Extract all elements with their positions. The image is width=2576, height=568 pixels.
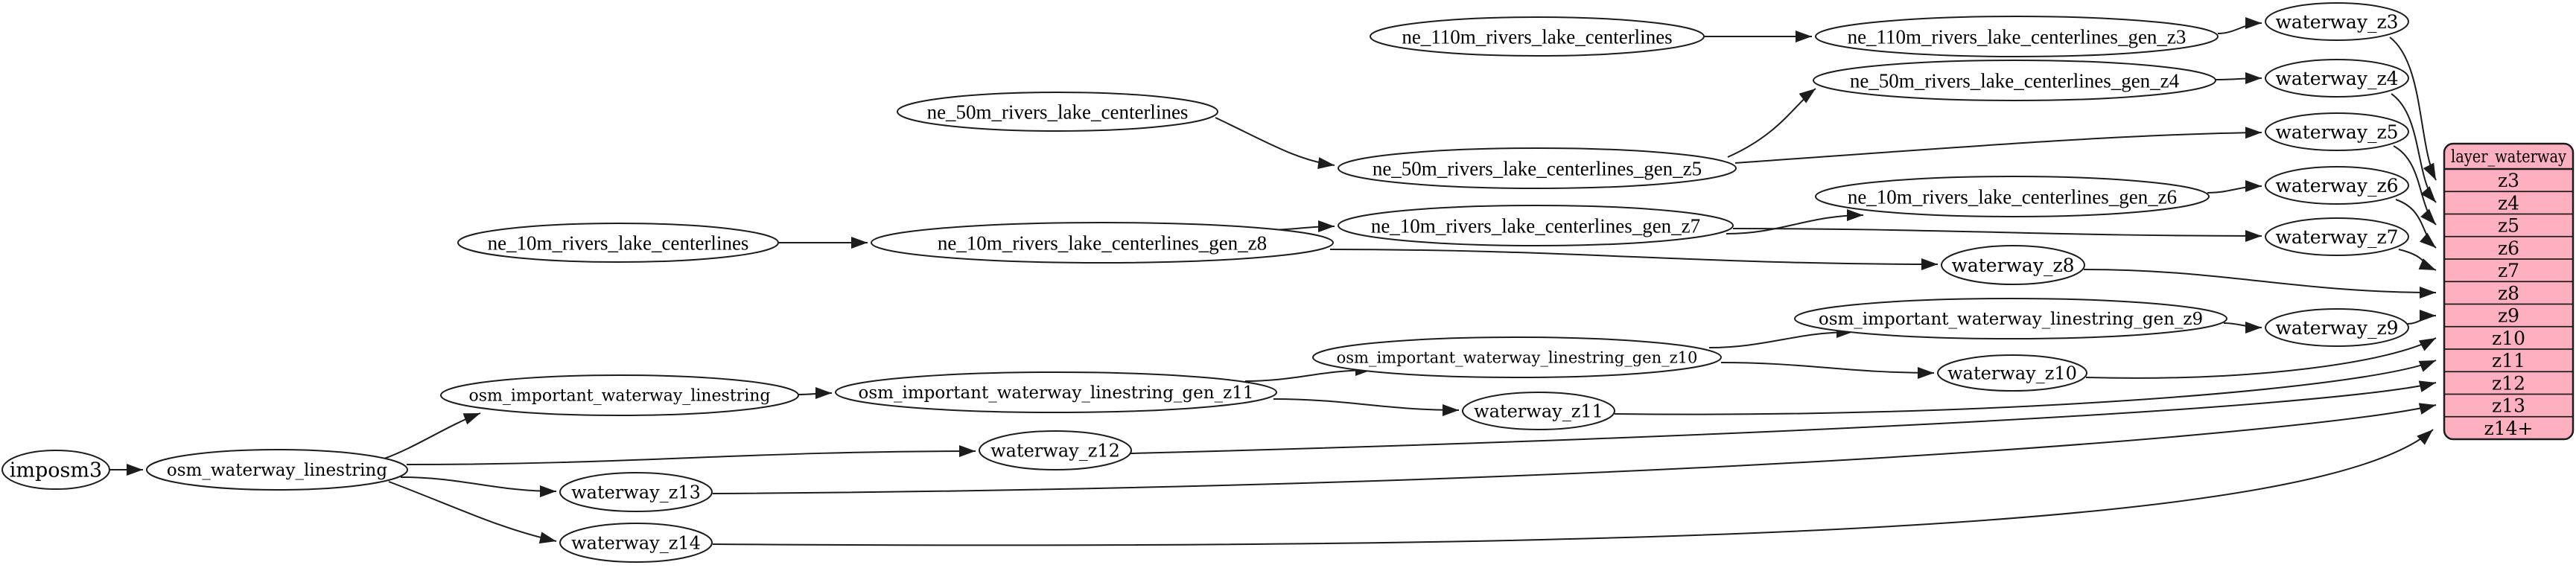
- node-waterway_z5: [2265, 113, 2408, 150]
- node-label: waterway_z14: [571, 532, 701, 554]
- node-ne_110m_rivers_lake_centerlines: [1370, 17, 1704, 56]
- node-osm_waterway_linestring: [147, 450, 407, 490]
- arrowhead-icon: [2245, 230, 2262, 242]
- record-row-z7: [2498, 260, 2519, 281]
- node-label: ne_10m_rivers_lake_centerlines_gen_z8: [937, 232, 1268, 255]
- record-row-label: z5: [2497, 214, 2520, 237]
- node-waterway_z7: [2265, 218, 2408, 255]
- arrowhead-icon: [1318, 220, 1335, 232]
- node-label: osm_important_waterway_linestring: [468, 386, 771, 406]
- edge-ne_50m_rivers_lake_centerlines_gen_z5-to-ne_50m_rivers_lake_centerlines_gen_z4: [1728, 89, 1816, 157]
- arrowhead-icon: [1317, 157, 1335, 169]
- edge-line: [1728, 89, 1816, 157]
- arrowhead-icon: [2420, 233, 2436, 248]
- arrowhead-icon: [127, 464, 143, 476]
- record-row-z4: [2498, 192, 2519, 214]
- arrowhead-icon: [2419, 403, 2436, 415]
- node-label: osm_waterway_linestring: [166, 461, 388, 481]
- node-ne_50m_rivers_lake_centerlines_gen_z5: [1338, 148, 1736, 188]
- arrowhead-icon: [815, 387, 832, 399]
- arrowhead-icon: [1443, 404, 1459, 416]
- edge-osm_important_waterway_linestring_gen_z10-to-waterway_z10: [1721, 363, 1934, 379]
- arrowhead-icon: [2245, 127, 2262, 138]
- edge-ne_50m_rivers_lake_centerlines-to-ne_50m_rivers_lake_centerlines_gen_z5: [1215, 118, 1335, 169]
- arrowhead-icon: [539, 532, 556, 543]
- edge-ne_10m_rivers_lake_centerlines_gen_z6-to-waterway_z6: [2207, 180, 2262, 193]
- arrowhead-icon: [851, 237, 868, 249]
- arrowhead-icon: [1847, 209, 1863, 221]
- edge-line: [1726, 215, 1863, 234]
- record-row-z10: [2492, 328, 2525, 349]
- node-ne_10m_rivers_lake_centerlines_gen_z8: [871, 223, 1333, 263]
- node-label: ne_10m_rivers_lake_centerlines_gen_z6: [1847, 185, 2178, 208]
- node-label: waterway_z8: [1951, 254, 2075, 276]
- node-waterway_z14: [560, 523, 712, 562]
- record-row-label: z12: [2492, 372, 2525, 395]
- edge-osm_waterway_linestring-to-waterway_z12: [407, 445, 976, 465]
- node-ne_50m_rivers_lake_centerlines_gen_z4: [1813, 60, 2216, 100]
- arrowhead-icon: [2420, 287, 2436, 299]
- arrowhead-icon: [2419, 380, 2436, 392]
- edge-osm_waterway_linestring-to-osm_important_waterway_linestring: [384, 413, 480, 459]
- edge-osm_important_waterway_linestring-to-osm_important_waterway_linestring_gen_z11: [798, 387, 832, 399]
- node-waterway_z10: [1938, 355, 2087, 391]
- edge-ne_50m_rivers_lake_centerlines_gen_z4-to-waterway_z4: [2216, 72, 2262, 84]
- node-waterway_z12: [979, 431, 1131, 470]
- node-label: waterway_z5: [2275, 121, 2399, 143]
- node-label: osm_important_waterway_linestring_gen_z9: [1818, 310, 2204, 330]
- edge-imposm3-to-osm_waterway_linestring: [109, 464, 143, 476]
- record-row-z12: [2492, 372, 2525, 394]
- edge-line: [1721, 363, 1934, 373]
- node-waterway_z8: [1941, 246, 2084, 284]
- edge-line: [2084, 269, 2436, 293]
- edge-waterway_z8-to-layer_waterway:z8: [2084, 269, 2436, 299]
- edge-osm_important_waterway_linestring_gen_z11-to-waterway_z11: [1273, 399, 1459, 416]
- edge-waterway_z14-to-layer_waterway:z14+: [713, 430, 2433, 545]
- arrowhead-icon: [2420, 208, 2436, 225]
- edge-ne_110m_rivers_lake_centerlines_gen_z3-to-waterway_z3: [2218, 17, 2262, 33]
- edge-line: [407, 451, 976, 465]
- arrowhead-icon: [2419, 258, 2436, 270]
- node-label: waterway_z11: [1474, 401, 1603, 422]
- node-waterway_z11: [1463, 392, 1615, 430]
- node-label: waterway_z7: [2275, 226, 2399, 248]
- record-row-z11: [2492, 350, 2525, 371]
- record-layer_waterway: [2444, 144, 2573, 439]
- edge-osm_waterway_linestring-to-waterway_z13: [401, 477, 556, 497]
- arrowhead-icon: [2245, 180, 2262, 192]
- arrowhead-icon: [2419, 360, 2436, 372]
- record-row-z14+: [2484, 418, 2534, 439]
- node-label: imposm3: [9, 459, 103, 482]
- record-row-label: z6: [2497, 237, 2520, 259]
- record-row-label: z7: [2497, 260, 2520, 282]
- node-waterway_z6: [2265, 167, 2408, 204]
- node-label: waterway_z12: [990, 440, 1120, 462]
- edge-waterway_z9-to-layer_waterway:z9: [2408, 310, 2436, 324]
- node-label: waterway_z13: [571, 482, 701, 503]
- arrowhead-icon: [2245, 72, 2262, 84]
- record-row-label: z9: [2497, 304, 2520, 327]
- node-label: ne_50m_rivers_lake_centerlines: [926, 100, 1189, 124]
- edge-waterway_z3-to-layer_waterway:z3: [2390, 37, 2436, 180]
- node-waterway_z4: [2265, 60, 2408, 97]
- node-waterway_z3: [2265, 3, 2408, 40]
- edge-ne_10m_rivers_lake_centerlines_gen_z7-to-waterway_z7: [1733, 229, 2262, 242]
- edge-waterway_z7-to-layer_waterway:z7: [2399, 249, 2436, 270]
- node-label: ne_110m_rivers_lake_centerlines: [1402, 25, 1673, 48]
- node-osm_important_waterway_linestring_gen_z9: [1795, 299, 2227, 339]
- edge-line: [2390, 37, 2436, 180]
- edge-line: [1245, 370, 1372, 381]
- edge-waterway_z10-to-layer_waterway:z10: [2086, 338, 2436, 378]
- arrowhead-icon: [1918, 367, 1934, 379]
- arrowhead-icon: [1796, 31, 1812, 42]
- arrowhead-icon: [2245, 17, 2262, 29]
- node-label: ne_50m_rivers_lake_centerlines_gen_z5: [1372, 157, 1702, 180]
- record-row-label: z14+: [2484, 417, 2534, 439]
- arrowhead-icon: [2423, 163, 2436, 180]
- node-imposm3: [2, 450, 109, 489]
- arrowhead-icon: [959, 445, 976, 457]
- record-row-label: z11: [2492, 350, 2525, 372]
- node-label: waterway_z6: [2275, 174, 2399, 197]
- arrowhead-icon: [2245, 322, 2262, 334]
- record-row-z13: [2492, 395, 2525, 417]
- record-row-z3: [2498, 170, 2519, 191]
- edge-line: [1709, 332, 1853, 348]
- record-row-z9: [2498, 305, 2519, 327]
- node-waterway_z9: [2265, 309, 2408, 346]
- node-osm_important_waterway_linestring: [441, 375, 798, 415]
- node-label: waterway_z9: [2275, 316, 2399, 339]
- record-row-label: z3: [2497, 170, 2520, 192]
- edge-line: [1735, 133, 2262, 163]
- node-ne_50m_rivers_lake_centerlines: [897, 92, 1218, 131]
- record-row-label: z8: [2497, 282, 2520, 304]
- record-row-label: z10: [2492, 327, 2525, 349]
- arrowhead-icon: [1921, 258, 1938, 270]
- edge-line: [1215, 118, 1335, 165]
- record-row-z6: [2498, 237, 2519, 259]
- edge-line: [1330, 249, 1938, 264]
- node-osm_important_waterway_linestring_gen_z10: [1313, 337, 1721, 377]
- edge-line: [1273, 399, 1459, 410]
- node-osm_important_waterway_linestring_gen_z11: [836, 372, 1276, 412]
- edge-ne_50m_rivers_lake_centerlines_gen_z5-to-waterway_z5: [1735, 127, 2262, 163]
- edge-ne_10m_rivers_lake_centerlines-to-ne_10m_rivers_lake_centerlines_gen_z8: [778, 237, 868, 249]
- node-ne_110m_rivers_lake_centerlines_gen_z3: [1816, 16, 2218, 57]
- node-label: waterway_z4: [2275, 67, 2399, 89]
- node-label: waterway_z3: [2275, 10, 2399, 33]
- node-waterway_z13: [560, 473, 712, 511]
- edge-line: [1733, 229, 2262, 236]
- edge-ne_110m_rivers_lake_centerlines-to-ne_110m_rivers_lake_centerlines_gen_z3: [1704, 31, 1812, 42]
- node-label: ne_110m_rivers_lake_centerlines_gen_z3: [1847, 25, 2187, 48]
- record-row-label: z13: [2492, 395, 2525, 417]
- arrowhead-icon: [2420, 310, 2436, 322]
- arrowhead-icon: [2417, 430, 2433, 445]
- edge-line: [2086, 338, 2436, 378]
- node-label: ne_10m_rivers_lake_centerlines: [487, 232, 749, 255]
- arrowhead-icon: [540, 485, 556, 497]
- node-label: waterway_z10: [1947, 363, 2077, 384]
- node-label: osm_important_waterway_linestring_gen_z10: [1336, 348, 1698, 367]
- edge-line: [401, 477, 556, 491]
- node-ne_10m_rivers_lake_centerlines: [458, 223, 778, 262]
- node-label: osm_important_waterway_linestring_gen_z11: [858, 383, 1254, 403]
- record-row-z5: [2498, 215, 2519, 237]
- edge-line: [1130, 383, 2436, 453]
- arrowhead-icon: [2419, 338, 2436, 351]
- node-ne_10m_rivers_lake_centerlines_gen_z7: [1338, 205, 1733, 246]
- node-ne_10m_rivers_lake_centerlines_gen_z6: [1816, 176, 2209, 217]
- node-label: ne_10m_rivers_lake_centerlines_gen_z7: [1370, 214, 1701, 237]
- node-label: ne_50m_rivers_lake_centerlines_gen_z4: [1849, 69, 2180, 92]
- edge-osm_important_waterway_linestring_gen_z9-to-waterway_z9: [2224, 322, 2262, 334]
- record-row-label: z4: [2497, 192, 2520, 214]
- record-title: layer_waterway: [2451, 147, 2567, 167]
- record-row-z8: [2498, 282, 2519, 304]
- edge-line: [713, 430, 2433, 545]
- edge-ne_10m_rivers_lake_centerlines_gen_z8-to-waterway_z8: [1330, 249, 1938, 270]
- arrowhead-icon: [463, 413, 480, 424]
